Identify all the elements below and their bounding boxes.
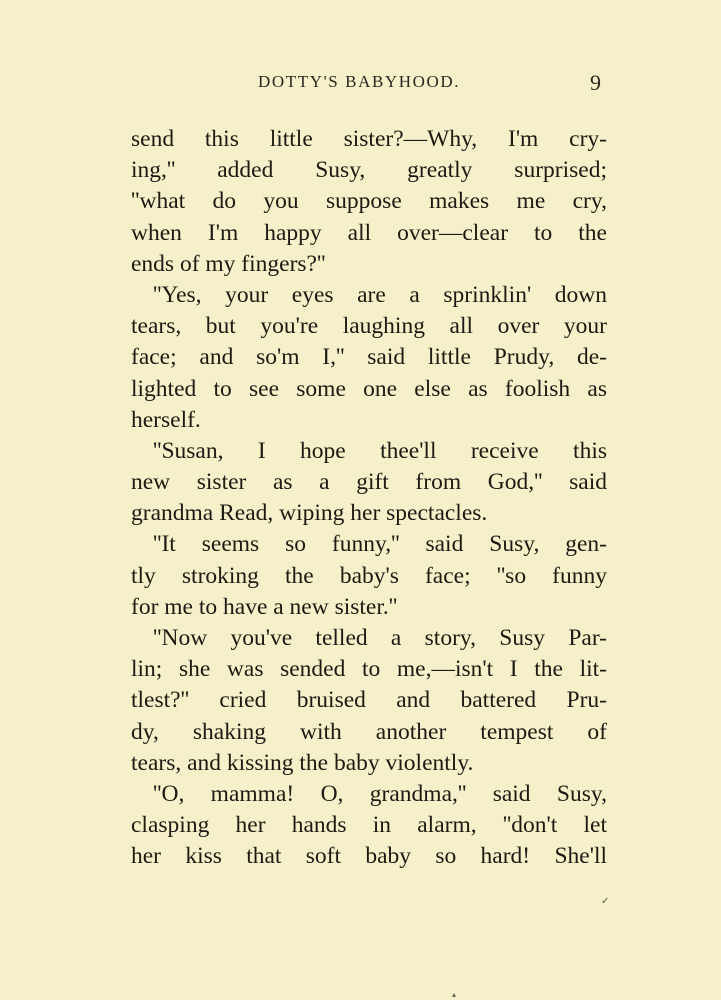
running-head	[0, 70, 721, 100]
text-line: ends of my fingers?''	[131, 250, 326, 277]
text-line: when I'm happy all over—clear to the	[131, 219, 607, 246]
page-number: 9	[590, 70, 601, 95]
text-line: ''O, mamma! O, grandma,'' said Susy,	[153, 780, 607, 807]
text-line: her kiss that soft baby so hard! She'll	[131, 843, 607, 870]
body-text	[131, 124, 607, 873]
text-line: ''Now you've telled a story, Susy Par-	[153, 625, 607, 651]
text-line: tly stroking the baby's face; ''so funny	[131, 562, 607, 589]
text-line: ''It seems so funny,'' said Susy, gen-	[153, 531, 607, 558]
text-line: clasping her hands in alarm, ''don't let	[131, 812, 607, 839]
text-line: ''Yes, your eyes are a sprinklin' down	[153, 281, 607, 308]
text-line: lighted to see some one else as foolish as	[131, 375, 607, 402]
text-line: ''Susan, I hope thee'll receive this	[153, 437, 607, 464]
text-line: herself.	[131, 406, 201, 433]
text-line: tears, but you're laughing all over your	[131, 313, 607, 340]
text-line: dy, shaking with another tempest of	[131, 718, 607, 745]
text-line: tlest?'' cried bruised and battered Pru-	[131, 687, 607, 714]
text-line: new sister as a gift from God,'' said	[131, 469, 607, 496]
text-line: for me to have a new sister.''	[131, 593, 398, 620]
text-line: face; and so'm I,'' said little Prudy, de-	[131, 344, 607, 371]
text-line: ''what do you suppose makes me cry,	[131, 188, 607, 215]
text-line: ing,'' added Susy, greatly surprised;	[131, 157, 607, 184]
text-line: lin; she was sended to me,—isn't I the lit-	[131, 656, 607, 683]
binding-mark: ▴	[452, 990, 457, 999]
text-line: send this little sister?—Why, I'm cry-	[131, 126, 607, 152]
running-title: DOTTY'S BABYHOOD.	[258, 72, 461, 91]
printers-tick-mark: ✓	[601, 896, 610, 907]
text-line: grandma Read, wiping her spectacles.	[131, 500, 488, 527]
text-line: tears, and kissing the baby violently.	[131, 749, 474, 776]
